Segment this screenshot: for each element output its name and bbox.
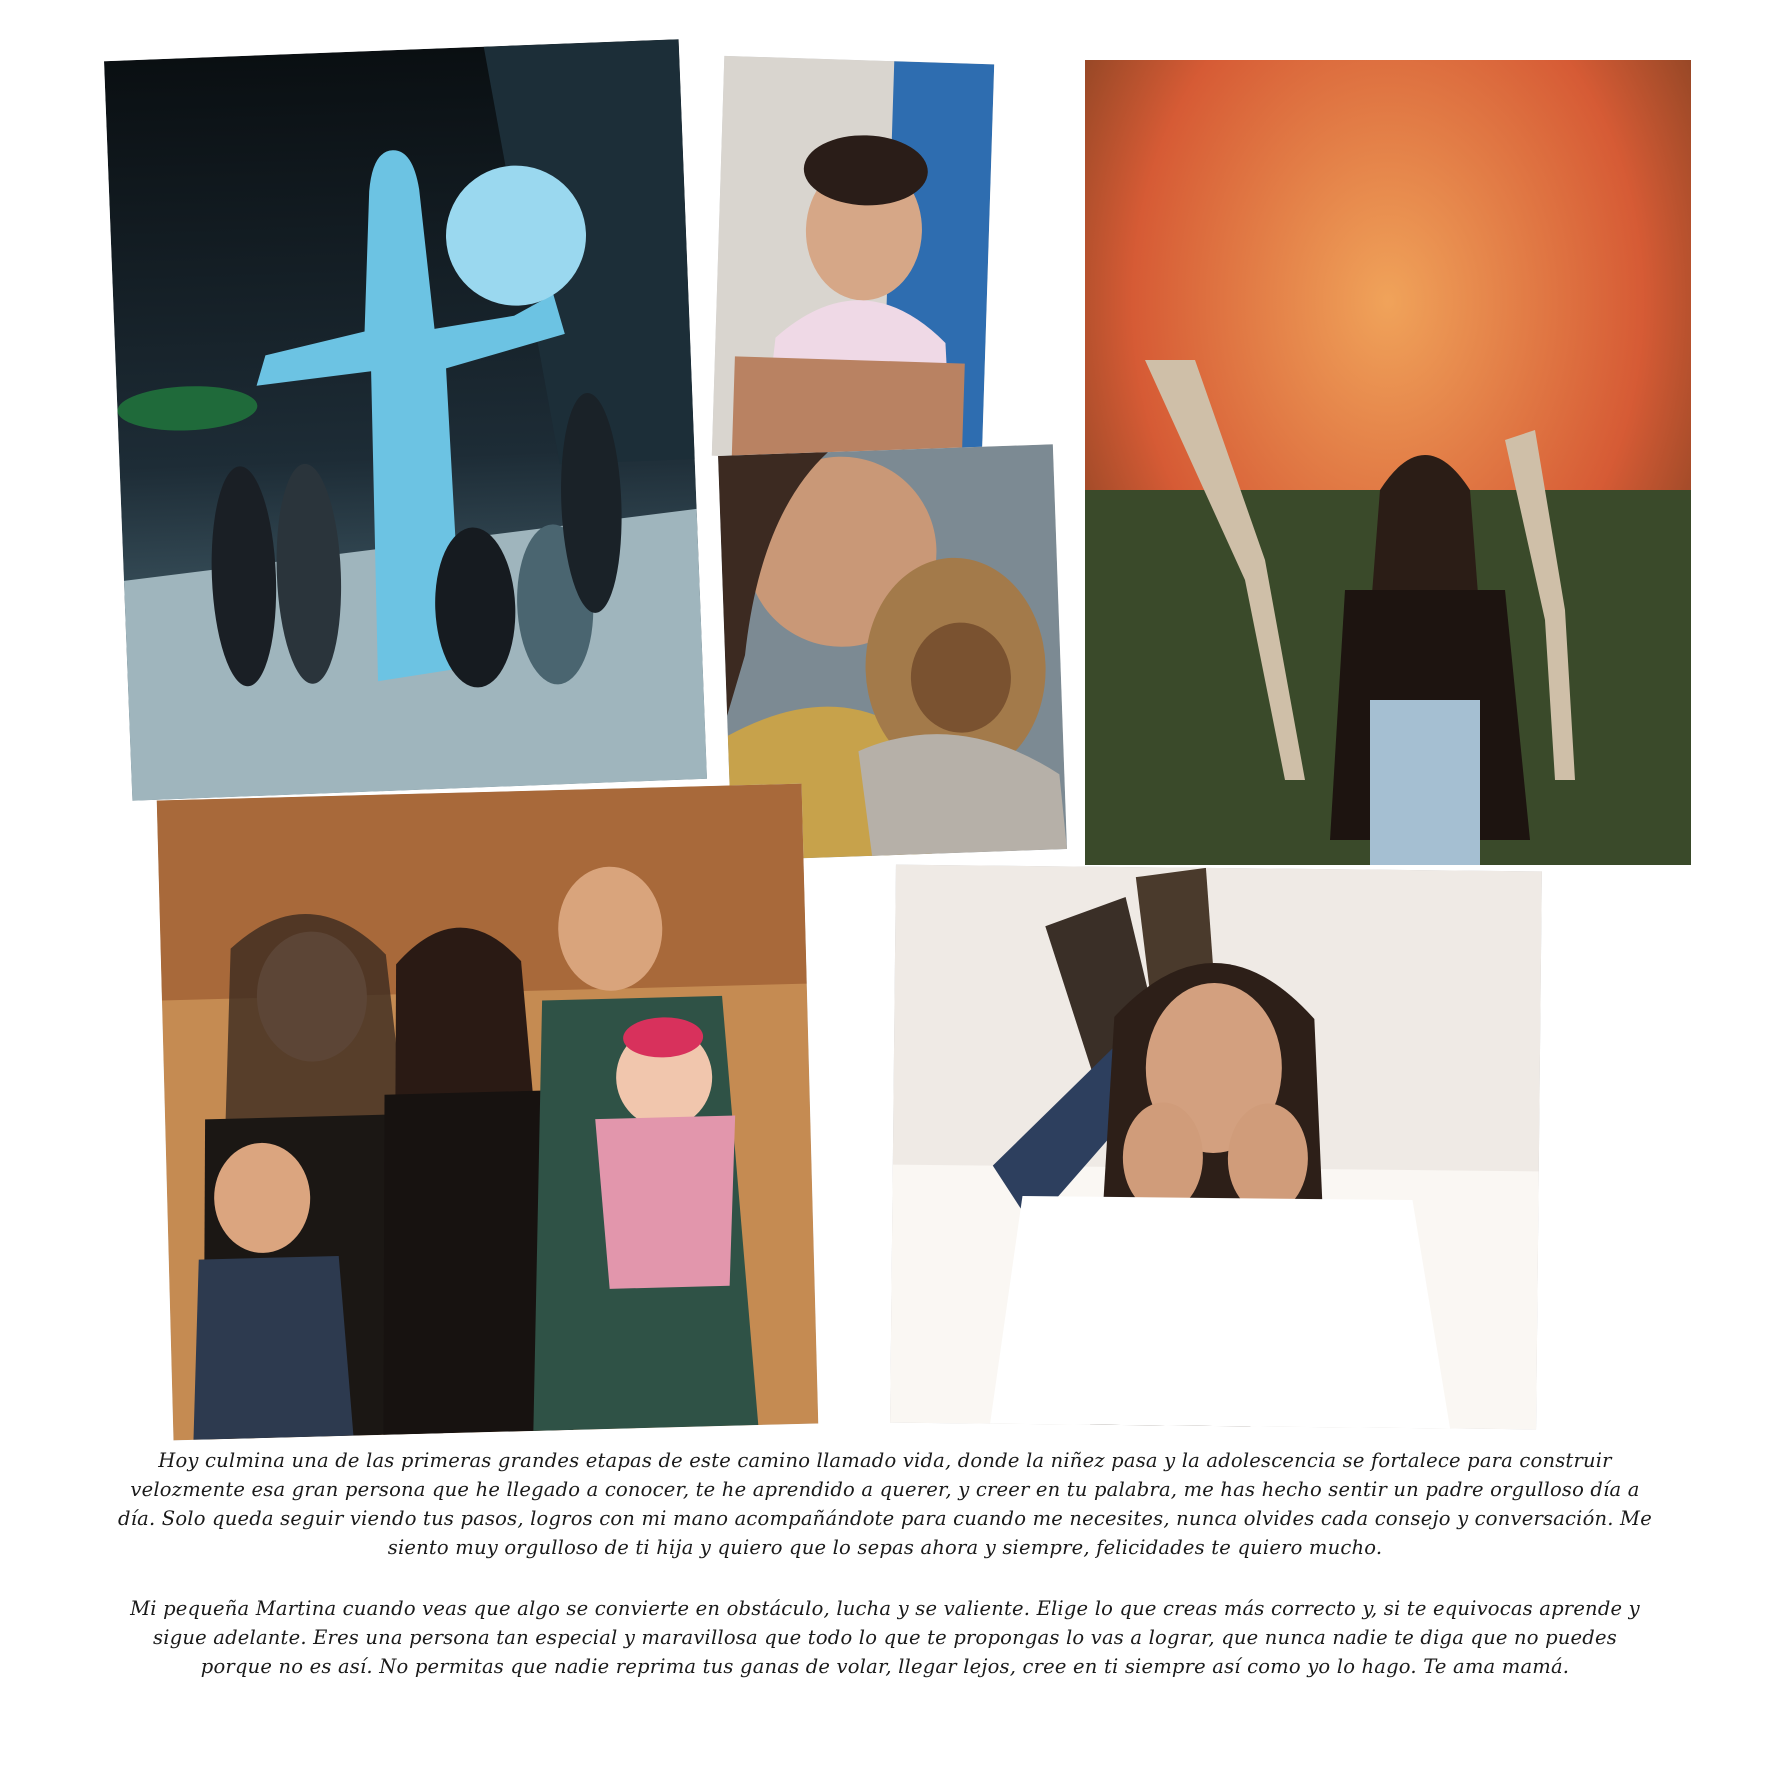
- girl-under-autumn-tree-photo: [1085, 60, 1691, 865]
- toddler-portrait-photo: [712, 56, 994, 464]
- girl-studio-portrait-image: [890, 865, 1542, 1430]
- night-group-statue-photo: [104, 39, 707, 801]
- toddler-portrait-image: [712, 56, 994, 464]
- girl-under-autumn-tree-image: [1085, 60, 1691, 865]
- mother-message-paragraph: Mi pequeña Martina cuando veas que algo se convierte en obstáculo, lucha y se valiente. Elige lo que creas más correcto y, si te equivocas aprende y sigue adelante. Eres una persona tan especial y maravillosa que todo lo que te propongas lo vas a lograr, que nunca nadie te diga que no puedes porque no es así. No permitas que nadie reprima tus ganas de volar, llegar lejos, cree en ti siempre así como yo lo hago. Te ama mamá.: [130, 1597, 1640, 1678]
- girl-studio-portrait-photo: [890, 865, 1542, 1430]
- father-message-paragraph: Hoy culmina una de las primeras grandes etapas de este camino llamado vida, donde la niñez pasa y la adolescencia se fortalece para construir velozmente esa gran persona que he llegado a conocer, te he aprendido a querer, y creer en tu palabra, me has hecho sentir un padre orgulloso día a día. Solo queda seguir viendo tus pasos, logros con mi mano acompañándote para cuando me necesites, nunca olvides cada consejo y conversación. Me siento muy orgulloso de ti hija y quiero que lo sepas ahora y siempre, felicidades te quiero mucho.: [118, 1449, 1652, 1559]
- family-group-photo: [157, 784, 819, 1441]
- family-group-image: [157, 784, 819, 1441]
- night-group-statue-image: [104, 39, 707, 801]
